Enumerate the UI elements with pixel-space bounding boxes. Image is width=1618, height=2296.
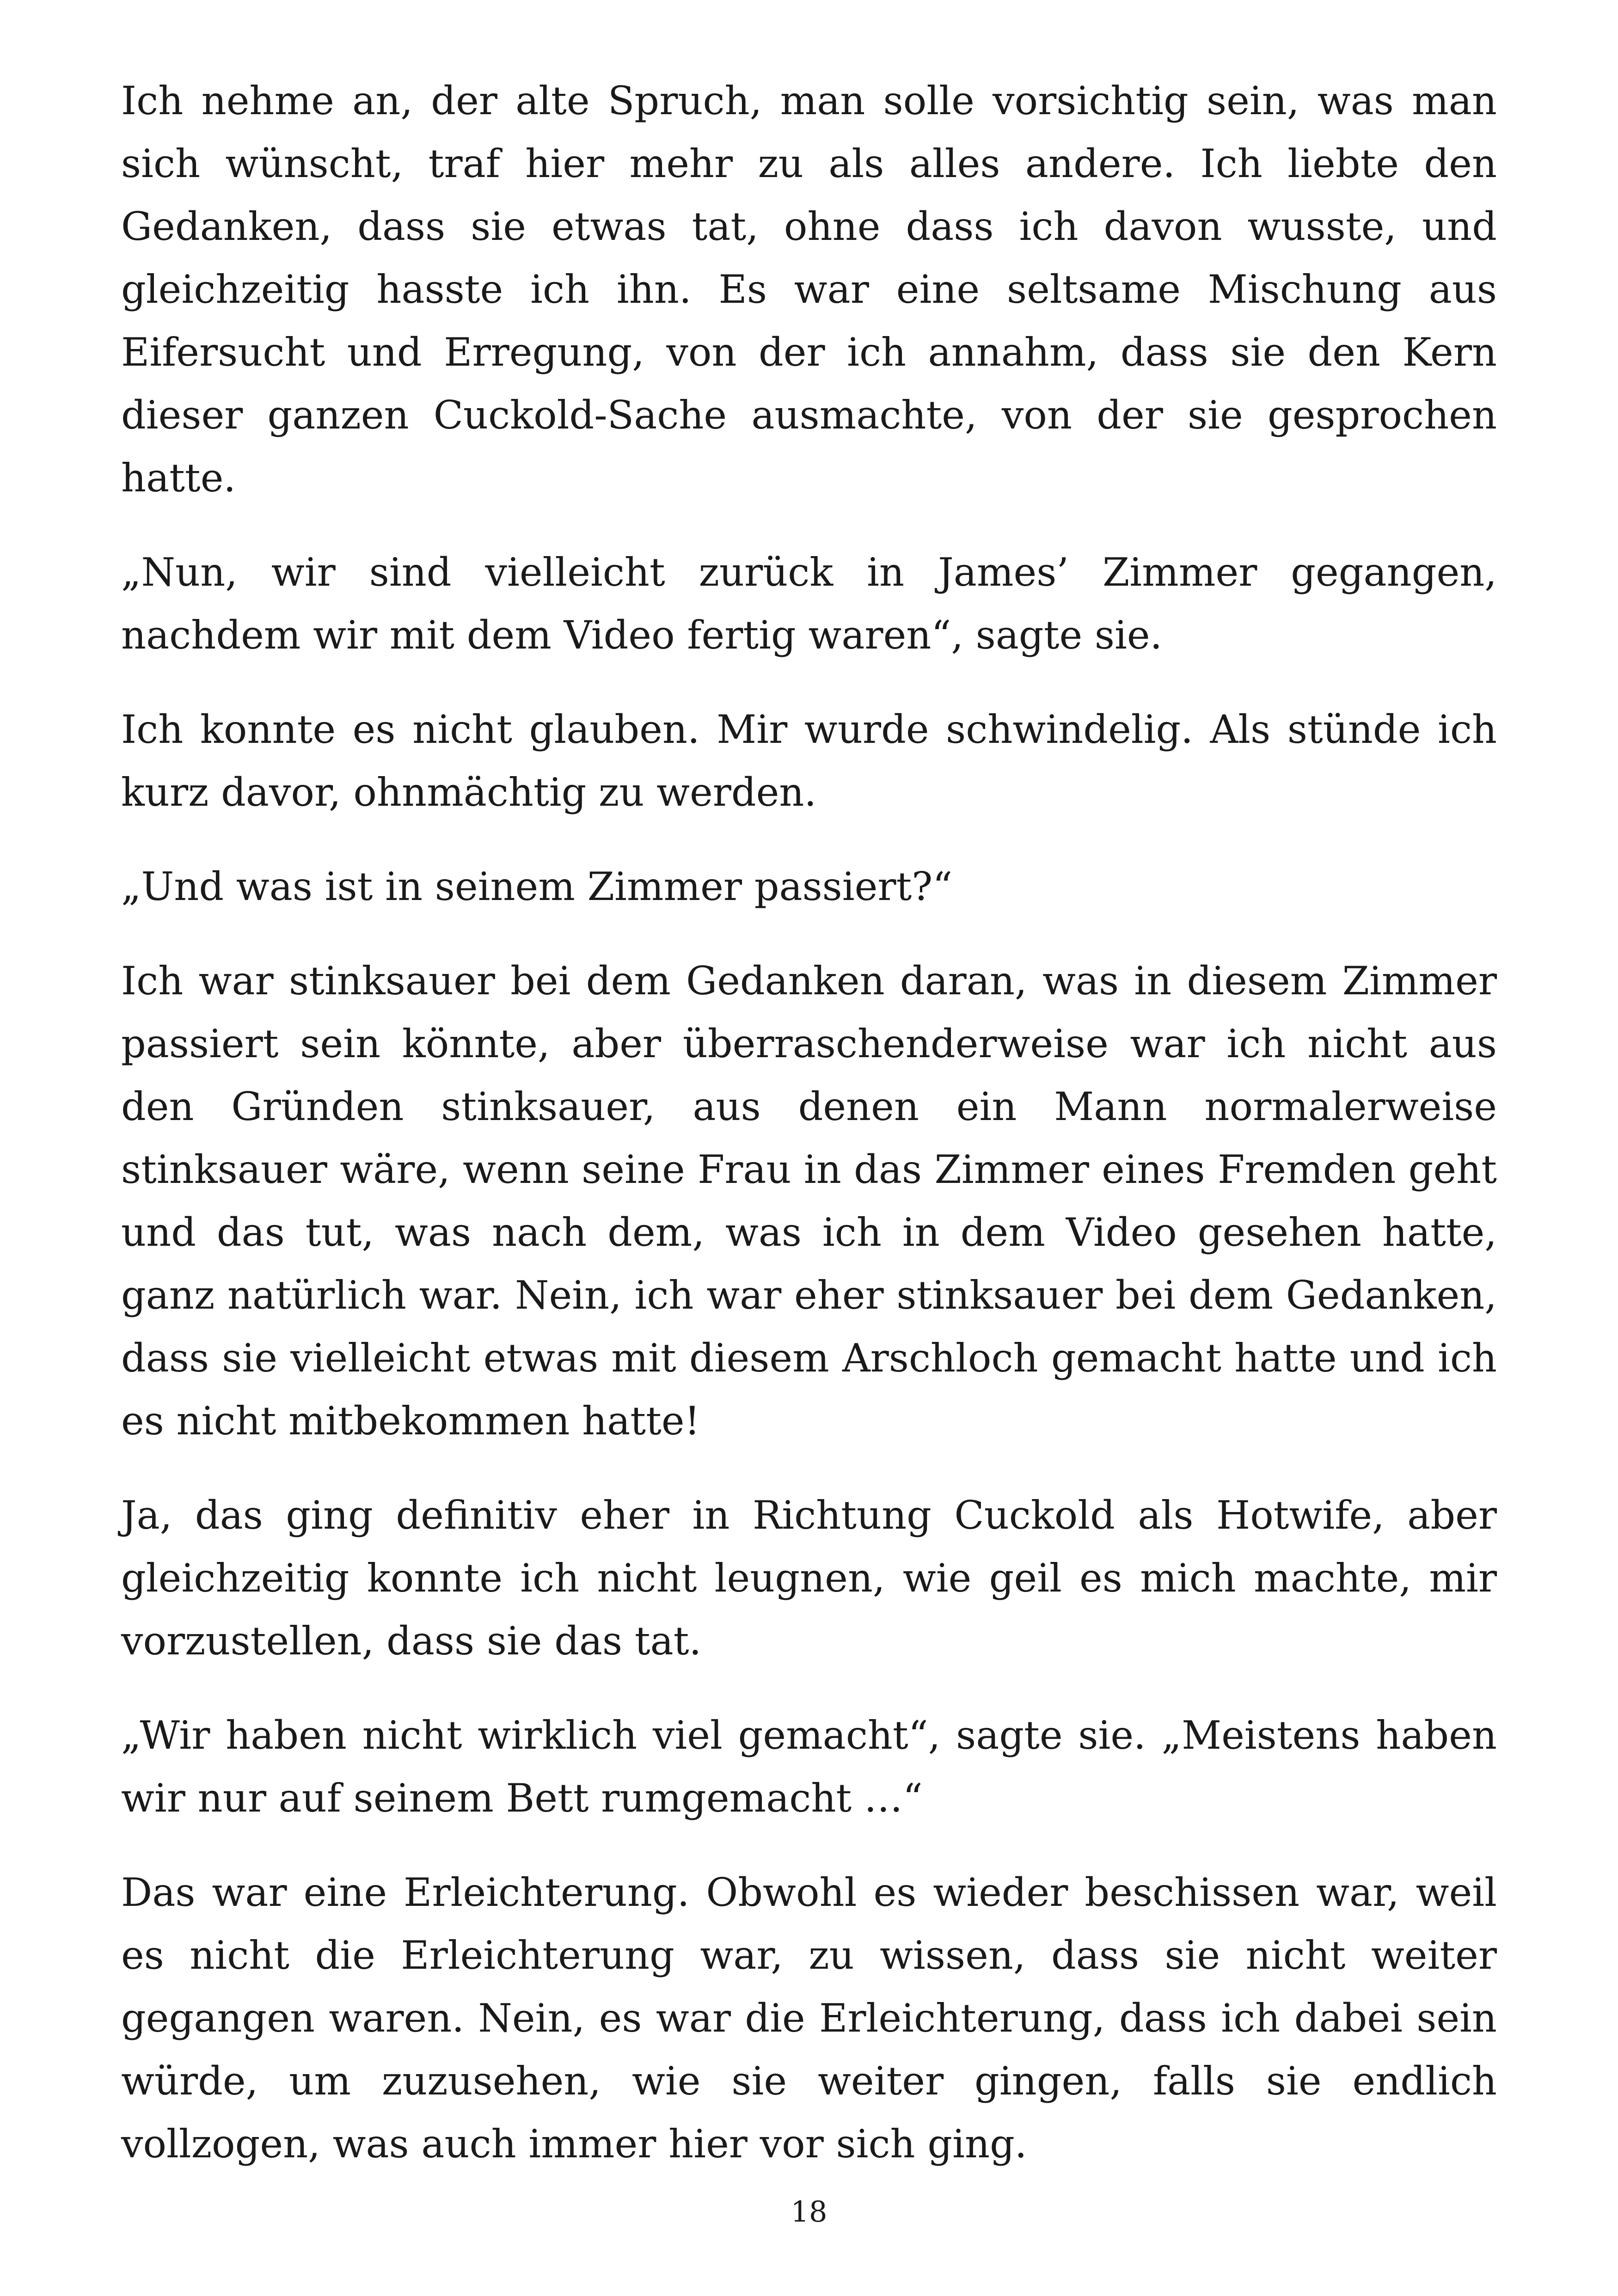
paragraph-8: Das war eine Erleichterung. Obwohl es wieder beschissen war, weil es nicht die Erleichterung war, zu wissen, dass sie nicht weiter gegangen waren. Nein, es war die Erleichterung, dass ich dabei sein würde, um zuzusehen, wie sie weiter gingen, falls sie endlich vollzogen, was auch immer hier vor sich ging. bbox=[121, 1870, 1497, 2167]
paragraph-6: Ja, das ging definitiv eher in Richtung Cuckold als Hotwife, aber gleichzeitig konnte ich nicht leugnen, wie geil es mich machte, mir vorzustellen, dass sie das tat. bbox=[121, 1493, 1497, 1664]
body-text bbox=[121, 69, 1497, 2207]
paragraph-4: „Und was ist in seinem Zimmer passiert?“ bbox=[121, 864, 953, 909]
paragraph-3: Ich konnte es nicht glauben. Mir wurde schwindelig. Als stünde ich kurz davor, ohnmächtig zu werden. bbox=[121, 707, 1497, 815]
page-number: 18 bbox=[791, 2195, 827, 2229]
paragraph-2: „Nun, wir sind vielleicht zurück in James’ Zimmer gegangen, nachdem wir mit dem Video fertig waren“, sagte sie. bbox=[121, 550, 1497, 658]
paragraph-1: Ich nehme an, der alte Spruch, man solle vorsichtig sein, was man sich wünscht, traf hier mehr zu als alles andere. Ich liebte den Gedanken, dass sie etwas tat, ohne dass ich davon wusste, und gleichzeitig hasste ich ihn. Es war eine seltsame Mischung aus Eifersucht und Erregung, von der ich annahm, dass sie den Kern dieser ganzen Cuckold-Sache ausmachte, von der sie gesprochen hatte. bbox=[121, 78, 1497, 501]
paragraph-5: Ich war stinksauer bei dem Gedanken daran, was in diesem Zimmer passiert sein könnte, aber überraschenderweise war ich nicht aus den Gründen stinksauer, aus denen ein Mann normalerweise stinksauer wäre, wenn seine Frau in das Zimmer eines Fremden geht und das tut, was nach dem, was ich in dem Video gesehen hatte, ganz natürlich war. Nein, ich war eher stinksauer bei dem Gedanken, dass sie vielleicht etwas mit diesem Arschloch gemacht hatte und ich es nicht mitbekommen hatte! bbox=[121, 958, 1497, 1444]
paragraph-7: „Wir haben nicht wirklich viel gemacht“, sagte sie. „Meistens haben wir nur auf seinem Bett rumgemacht …“ bbox=[121, 1713, 1497, 1821]
